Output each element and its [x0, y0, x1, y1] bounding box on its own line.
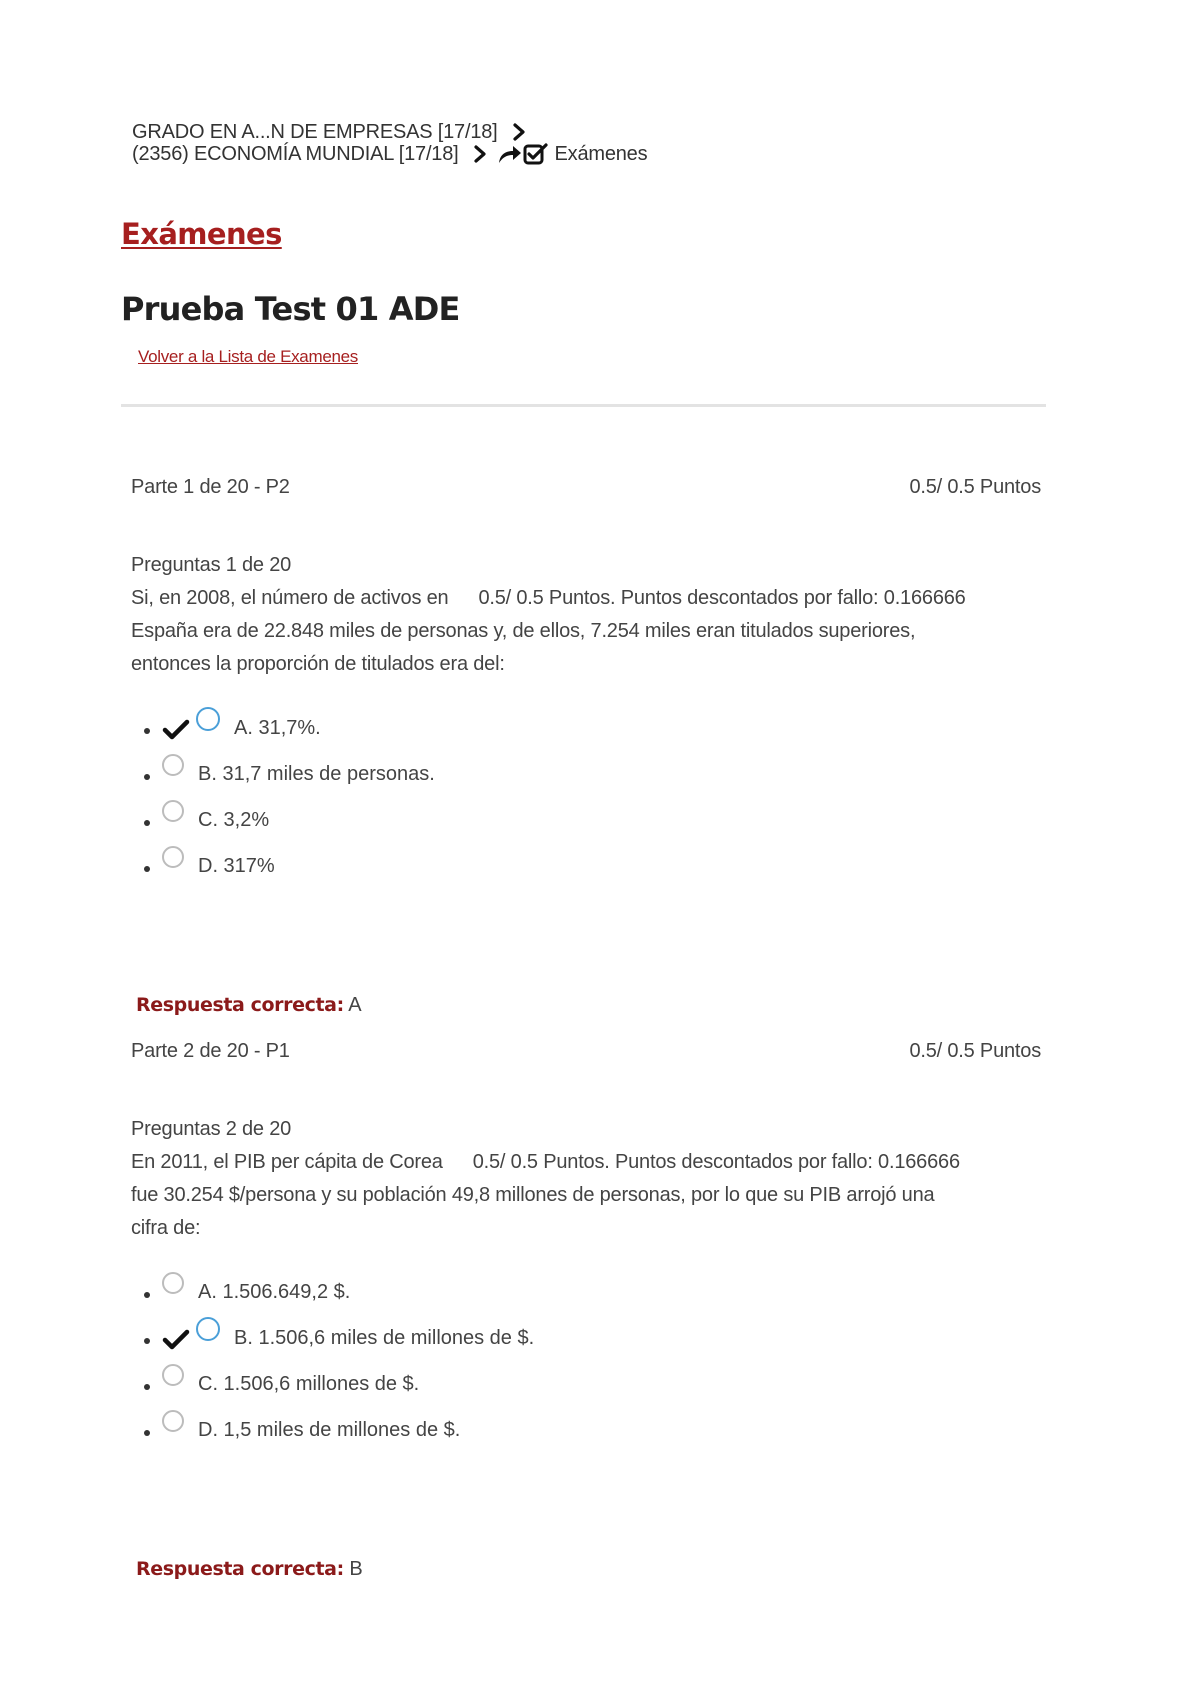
- option-label: D. 1,5 miles de millones de $.: [198, 1418, 461, 1441]
- question-block: [131, 1113, 1041, 1245]
- breadcrumb-current: Exámenes: [554, 143, 648, 165]
- bullet: [144, 728, 150, 734]
- answer-options: [131, 1267, 1041, 1451]
- bullet: [144, 774, 150, 780]
- question-number: Preguntas 1 de 20: [131, 554, 292, 576]
- part-header: [131, 476, 1041, 499]
- checkbox-icon: [523, 143, 549, 165]
- option-d[interactable]: [131, 841, 1041, 887]
- breadcrumb-icons: [497, 143, 549, 165]
- correct-answer-label: Respuesta correcta:: [136, 994, 344, 1016]
- option-b[interactable]: [131, 1313, 1041, 1359]
- exam-part-2: [131, 1040, 1041, 1581]
- part-points: 0.5/ 0.5 Puntos: [909, 1040, 1041, 1062]
- part-title: Parte 1 de 20 - P2: [131, 476, 290, 498]
- option-label: C. 3,2%: [198, 808, 270, 831]
- question-number: Preguntas 2 de 20: [131, 1118, 292, 1140]
- question-points: 0.5/ 0.5 Puntos. Puntos descontados por fallo: 0.166666: [472, 1151, 960, 1173]
- correct-answer: [136, 1558, 1041, 1581]
- part-title: Parte 2 de 20 - P1: [131, 1040, 290, 1062]
- question-text-line-2: fue 30.254 $/persona y su población 49,8 millones de personas, por lo que su PIB arrojó una: [131, 1184, 935, 1206]
- question-text-line-3: cifra de:: [131, 1217, 201, 1239]
- part-header: [131, 1040, 1041, 1063]
- breadcrumb-degree-link[interactable]: GRADO EN A...N DE EMPRESAS [17/18]: [132, 121, 498, 143]
- breadcrumb: [132, 121, 647, 165]
- bullet: [144, 820, 150, 826]
- option-c[interactable]: [131, 795, 1041, 841]
- radio-icon[interactable]: [162, 800, 184, 822]
- checkmark-icon: [162, 1328, 190, 1350]
- question-text-line-2: España era de 22.848 miles de personas y, de ellos, 7.254 miles eran titulados superiores,: [131, 620, 916, 642]
- breadcrumb-line-1: [132, 121, 647, 143]
- option-label: A. 31,7%.: [234, 716, 321, 739]
- answer-options: [131, 703, 1041, 887]
- radio-icon[interactable]: [162, 754, 184, 776]
- correct-answer-value: A: [348, 994, 362, 1016]
- part-points: 0.5/ 0.5 Puntos: [909, 476, 1041, 498]
- correct-answer-value: B: [349, 1558, 363, 1580]
- radio-selected-icon[interactable]: [196, 707, 220, 731]
- exam-part-1: [131, 476, 1041, 1017]
- radio-icon[interactable]: [162, 846, 184, 868]
- option-label: B. 1.506,6 miles de millones de $.: [234, 1326, 535, 1349]
- option-b[interactable]: [131, 749, 1041, 795]
- radio-selected-icon[interactable]: [196, 1317, 220, 1341]
- bullet: [144, 1292, 150, 1298]
- breadcrumb-line-2: [132, 143, 647, 165]
- checkmark-icon: [162, 718, 190, 740]
- back-to-exam-list-link[interactable]: Volver a la Lista de Examenes: [138, 347, 358, 366]
- question-points: 0.5/ 0.5 Puntos. Puntos descontados por fallo: 0.166666: [478, 587, 966, 609]
- question-block: [131, 549, 1041, 681]
- radio-icon[interactable]: [162, 1364, 184, 1386]
- option-a[interactable]: [131, 1267, 1041, 1313]
- question-text-start: Si, en 2008, el número de activos en: [131, 587, 449, 609]
- chevron-right-icon: [512, 123, 526, 141]
- option-a[interactable]: [131, 703, 1041, 749]
- option-c[interactable]: [131, 1359, 1041, 1405]
- bullet: [144, 1384, 150, 1390]
- option-d[interactable]: [131, 1405, 1041, 1451]
- page-title: Prueba Test 01 ADE: [121, 290, 460, 328]
- correct-answer-label: Respuesta correcta:: [136, 1558, 344, 1580]
- section-exams-link[interactable]: Exámenes: [121, 217, 282, 251]
- question-text-start: En 2011, el PIB per cápita de Corea: [131, 1151, 443, 1173]
- option-label: A. 1.506.649,2 $.: [198, 1280, 351, 1303]
- radio-icon[interactable]: [162, 1410, 184, 1432]
- bullet: [144, 866, 150, 872]
- chevron-right-icon: [473, 145, 487, 163]
- breadcrumb-course-link[interactable]: (2356) ECONOMÍA MUNDIAL [17/18]: [132, 143, 459, 165]
- divider: [121, 404, 1046, 407]
- option-label: B. 31,7 miles de personas.: [198, 762, 435, 785]
- question-text-line-3: entonces la proporción de titulados era del:: [131, 653, 505, 675]
- correct-answer: [136, 994, 1041, 1017]
- option-label: D. 317%: [198, 854, 275, 877]
- question-first-line: [131, 582, 1041, 615]
- share-icon: [497, 143, 523, 165]
- radio-icon[interactable]: [162, 1272, 184, 1294]
- bullet: [144, 1430, 150, 1436]
- bullet: [144, 1338, 150, 1344]
- option-label: C. 1.506,6 millones de $.: [198, 1372, 420, 1395]
- question-first-line: [131, 1146, 1041, 1179]
